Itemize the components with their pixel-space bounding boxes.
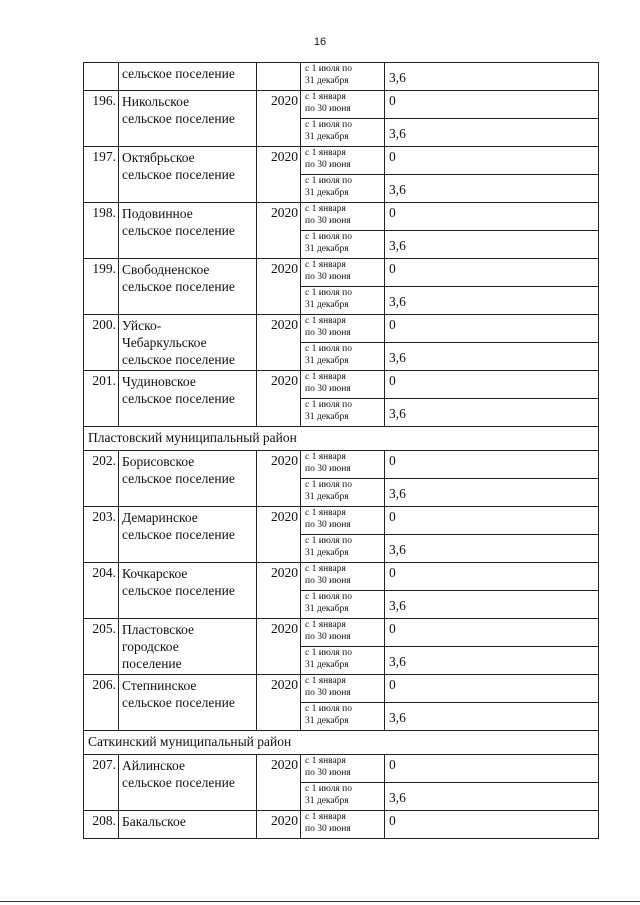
table-row <box>84 147 599 175</box>
rate-value: 0 <box>385 147 599 175</box>
period-line: 31 декабря <box>305 131 349 142</box>
table-row <box>84 203 599 231</box>
settlement-name-line: сельское поселение <box>122 583 235 598</box>
period <box>301 647 385 675</box>
rate-value: 3,6 <box>385 63 599 91</box>
period-line: по 30 июня <box>305 383 351 394</box>
settlement-name-line: сельское поселение <box>122 167 235 182</box>
settlement-name-line: Борисовское <box>122 454 195 469</box>
rate-value: 3,6 <box>385 479 599 507</box>
rate-value: 0 <box>385 315 599 343</box>
rate-value: 3,6 <box>385 287 599 315</box>
period-line: 31 декабря <box>305 411 349 422</box>
row-number: 203. <box>84 507 119 563</box>
rate-value: 0 <box>385 91 599 119</box>
table-row <box>84 451 599 479</box>
settlement-name-line: Бакальское <box>122 814 186 829</box>
period-line: с 1 июля по <box>305 64 352 74</box>
year: 2020 <box>257 91 301 147</box>
row-number: 207. <box>84 755 119 811</box>
table-row <box>84 507 599 535</box>
period <box>301 535 385 563</box>
period <box>301 755 385 783</box>
period-line: по 30 июня <box>305 823 351 834</box>
period-line: с 1 января <box>305 756 346 766</box>
period-line: с 1 июля по <box>305 592 352 602</box>
settlement-name-line: сельское поселение <box>122 471 235 486</box>
rate-value: 0 <box>385 371 599 399</box>
settlement-name-line: сельское поселение <box>122 223 235 238</box>
period-line: с 1 июля по <box>305 176 352 186</box>
period-line: по 30 июня <box>305 687 351 698</box>
rate-value: 3,6 <box>385 703 599 731</box>
settlement-name <box>119 63 257 91</box>
period <box>301 479 385 507</box>
year: 2020 <box>257 259 301 315</box>
period-line: 31 декабря <box>305 187 349 198</box>
table-body <box>84 63 599 839</box>
period-line: с 1 июля по <box>305 536 352 546</box>
period-line: по 30 июня <box>305 519 351 530</box>
rate-value: 3,6 <box>385 175 599 203</box>
period <box>301 175 385 203</box>
table-row <box>84 563 599 591</box>
period <box>301 231 385 259</box>
period <box>301 287 385 315</box>
period-line: с 1 июля по <box>305 480 352 490</box>
row-number: 200. <box>84 315 119 371</box>
settlement-name-line: Пластовское <box>122 622 195 637</box>
period-line: с 1 января <box>305 372 346 382</box>
year: 2020 <box>257 563 301 619</box>
row-number: 208. <box>84 811 119 839</box>
settlement-name-line: сельское поселение <box>122 695 235 710</box>
period <box>301 675 385 703</box>
table-row <box>84 91 599 119</box>
row-number <box>84 63 119 91</box>
period <box>301 63 385 91</box>
table-row <box>84 63 599 91</box>
settlement-name-line: сельское поселение <box>122 279 235 294</box>
settlement-name-line: поселение <box>122 656 182 671</box>
period-line: с 1 июля по <box>305 344 352 354</box>
row-number: 202. <box>84 451 119 507</box>
year: 2020 <box>257 203 301 259</box>
settlement-name <box>119 259 257 315</box>
year: 2020 <box>257 675 301 731</box>
rates-table <box>83 62 599 839</box>
year: 2020 <box>257 451 301 507</box>
period <box>301 399 385 427</box>
table-row <box>84 315 599 343</box>
period-line: по 30 июня <box>305 271 351 282</box>
period-line: 31 декабря <box>305 715 349 726</box>
period-line: с 1 января <box>305 620 346 630</box>
period-line: с 1 января <box>305 204 346 214</box>
settlement-name <box>119 147 257 203</box>
period <box>301 811 385 839</box>
table-row <box>84 259 599 287</box>
period-line: с 1 июля по <box>305 232 352 242</box>
section-row <box>84 427 599 451</box>
period-line: с 1 января <box>305 564 346 574</box>
settlement-name <box>119 675 257 731</box>
settlement-name-line: Чебаркульское <box>122 335 207 350</box>
period-line: 31 декабря <box>305 491 349 502</box>
settlement-name-line: Айлинское <box>122 758 185 773</box>
period <box>301 591 385 619</box>
period <box>301 315 385 343</box>
period <box>301 259 385 287</box>
period <box>301 703 385 731</box>
period <box>301 119 385 147</box>
year: 2020 <box>257 755 301 811</box>
period-line: 31 декабря <box>305 659 349 670</box>
period <box>301 203 385 231</box>
period-line: с 1 июля по <box>305 704 352 714</box>
period-line: 31 декабря <box>305 243 349 254</box>
section-title: Саткинский муниципальный район <box>84 731 599 755</box>
rate-value: 0 <box>385 563 599 591</box>
period <box>301 371 385 399</box>
rate-value: 0 <box>385 811 599 839</box>
row-number: 196. <box>84 91 119 147</box>
period-line: 31 декабря <box>305 795 349 806</box>
period-line: с 1 января <box>305 316 346 326</box>
settlement-name-line: Подовинное <box>122 206 193 221</box>
period <box>301 451 385 479</box>
page-number: 16 <box>313 36 327 48</box>
settlement-name-line: городское <box>122 639 179 654</box>
settlement-name <box>119 203 257 259</box>
settlement-name-line: Демаринское <box>122 510 198 525</box>
settlement-name <box>119 811 257 839</box>
row-number: 198. <box>84 203 119 259</box>
row-number: 197. <box>84 147 119 203</box>
period-line: по 30 июня <box>305 463 351 474</box>
table-row <box>84 755 599 783</box>
period-line: 31 декабря <box>305 355 349 366</box>
settlement-name-line: Кочкарское <box>122 566 188 581</box>
table-row <box>84 811 599 839</box>
period-line: по 30 июня <box>305 327 351 338</box>
table-row <box>84 675 599 703</box>
period-line: 31 декабря <box>305 299 349 310</box>
rate-value: 0 <box>385 675 599 703</box>
period <box>301 507 385 535</box>
year: 2020 <box>257 507 301 563</box>
settlement-name-line: Уйско- <box>122 318 162 333</box>
settlement-name-line: сельское поселение <box>122 352 235 367</box>
settlement-name <box>119 507 257 563</box>
period-line: с 1 января <box>305 452 346 462</box>
year: 2020 <box>257 619 301 675</box>
row-number: 204. <box>84 563 119 619</box>
settlement-name-line: сельское поселение <box>122 111 235 126</box>
period-line: по 30 июня <box>305 159 351 170</box>
period-line: с 1 июля по <box>305 648 352 658</box>
rate-value: 0 <box>385 259 599 287</box>
year <box>257 63 301 91</box>
row-number: 205. <box>84 619 119 675</box>
rate-value: 3,6 <box>385 231 599 259</box>
rate-value: 3,6 <box>385 591 599 619</box>
year: 2020 <box>257 147 301 203</box>
row-number: 206. <box>84 675 119 731</box>
bottom-divider <box>0 901 640 902</box>
period-line: с 1 июля по <box>305 400 352 410</box>
period-line: с 1 июля по <box>305 784 352 794</box>
settlement-name-line: сельское поселение <box>122 66 235 81</box>
period <box>301 147 385 175</box>
rate-value: 3,6 <box>385 399 599 427</box>
settlement-name-line: сельское поселение <box>122 391 235 406</box>
rate-value: 0 <box>385 451 599 479</box>
period-line: с 1 января <box>305 676 346 686</box>
rate-value: 3,6 <box>385 535 599 563</box>
rate-value: 3,6 <box>385 119 599 147</box>
period-line: с 1 января <box>305 812 346 822</box>
settlement-name <box>119 755 257 811</box>
settlement-name <box>119 371 257 427</box>
rate-value: 0 <box>385 203 599 231</box>
settlement-name <box>119 619 257 675</box>
period-line: с 1 января <box>305 260 346 270</box>
period-line: с 1 января <box>305 508 346 518</box>
period-line: 31 декабря <box>305 547 349 558</box>
period-line: по 30 июня <box>305 767 351 778</box>
settlement-name-line: сельское поселение <box>122 775 235 790</box>
period <box>301 783 385 811</box>
settlement-name-line: Никольское <box>122 94 190 109</box>
settlement-name <box>119 563 257 619</box>
settlement-name <box>119 315 257 371</box>
settlement-name <box>119 91 257 147</box>
settlement-name-line: Свободненское <box>122 262 210 277</box>
rate-value: 3,6 <box>385 783 599 811</box>
section-row <box>84 731 599 755</box>
period <box>301 563 385 591</box>
period-line: 31 декабря <box>305 75 349 86</box>
table-row <box>84 619 599 647</box>
row-number: 201. <box>84 371 119 427</box>
table-row <box>84 371 599 399</box>
period <box>301 343 385 371</box>
section-title: Пластовский муниципальный район <box>84 427 599 451</box>
rate-value: 3,6 <box>385 343 599 371</box>
settlement-name-line: Степнинское <box>122 678 197 693</box>
period-line: по 30 июня <box>305 103 351 114</box>
row-number: 199. <box>84 259 119 315</box>
settlement-name-line: Чудиновское <box>122 374 196 389</box>
period-line: с 1 января <box>305 148 346 158</box>
period-line: 31 декабря <box>305 603 349 614</box>
rate-value: 0 <box>385 755 599 783</box>
year: 2020 <box>257 811 301 839</box>
rate-value: 0 <box>385 619 599 647</box>
period <box>301 91 385 119</box>
period-line: по 30 июня <box>305 631 351 642</box>
period-line: с 1 января <box>305 92 346 102</box>
period-line: по 30 июня <box>305 215 351 226</box>
settlement-name-line: сельское поселение <box>122 527 235 542</box>
rate-value: 3,6 <box>385 647 599 675</box>
rate-value: 0 <box>385 507 599 535</box>
settlement-name <box>119 451 257 507</box>
year: 2020 <box>257 315 301 371</box>
period-line: с 1 июля по <box>305 120 352 130</box>
period-line: по 30 июня <box>305 575 351 586</box>
period <box>301 619 385 647</box>
period-line: с 1 июля по <box>305 288 352 298</box>
settlement-name-line: Октябрьское <box>122 150 195 165</box>
year: 2020 <box>257 371 301 427</box>
